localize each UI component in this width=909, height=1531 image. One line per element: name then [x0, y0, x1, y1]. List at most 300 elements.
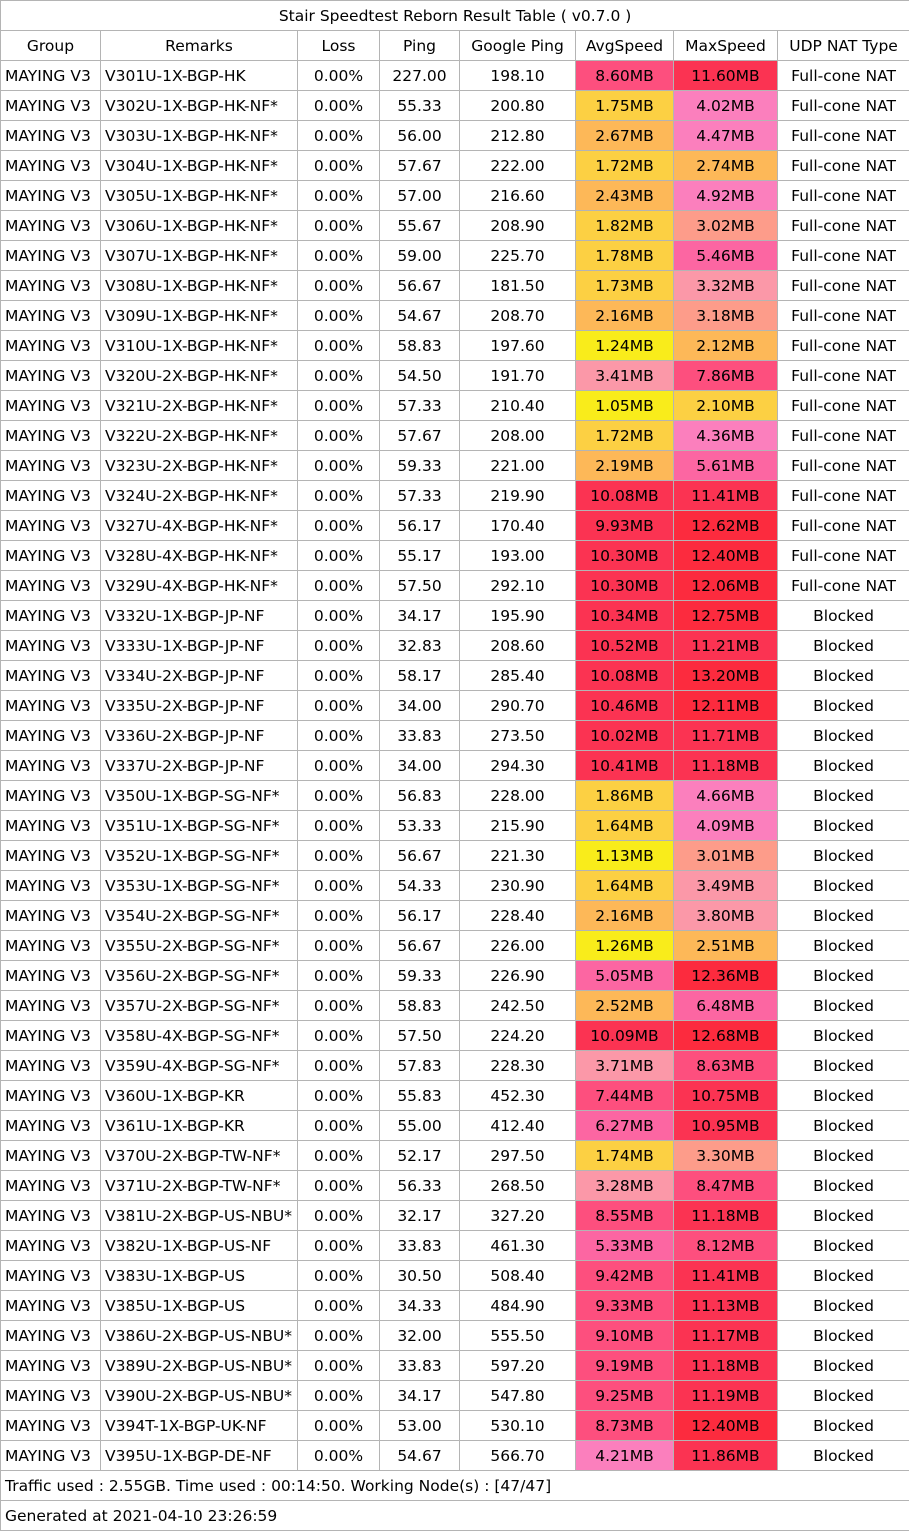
cell-avg-speed: 9.93MB: [576, 511, 674, 541]
cell-google-ping: 221.00: [460, 451, 576, 481]
cell-google-ping: 484.90: [460, 1291, 576, 1321]
cell-remarks: V371U-2X-BGP-TW-NF*: [101, 1171, 298, 1201]
cell-loss: 0.00%: [298, 1411, 380, 1441]
cell-avg-speed: 2.43MB: [576, 181, 674, 211]
cell-udp-nat-type: Full-cone NAT: [778, 511, 909, 541]
cell-loss: 0.00%: [298, 1231, 380, 1261]
cell-loss: 0.00%: [298, 91, 380, 121]
cell-loss: 0.00%: [298, 181, 380, 211]
cell-group: MAYING V3: [1, 1201, 101, 1231]
cell-group: MAYING V3: [1, 1171, 101, 1201]
table-row: [1, 481, 909, 511]
cell-udp-nat-type: Blocked: [778, 1081, 909, 1111]
cell-loss: 0.00%: [298, 961, 380, 991]
cell-remarks: V381U-2X-BGP-US-NBU*: [101, 1201, 298, 1231]
table-row: [1, 1171, 909, 1201]
cell-avg-speed: 3.71MB: [576, 1051, 674, 1081]
cell-max-speed: 12.68MB: [674, 1021, 778, 1051]
cell-max-speed: 11.19MB: [674, 1381, 778, 1411]
cell-group: MAYING V3: [1, 361, 101, 391]
table-row: [1, 541, 909, 571]
cell-group: MAYING V3: [1, 901, 101, 931]
cell-max-speed: 10.75MB: [674, 1081, 778, 1111]
cell-ping: 56.17: [380, 511, 460, 541]
cell-group: MAYING V3: [1, 511, 101, 541]
table-row: [1, 181, 909, 211]
cell-group: MAYING V3: [1, 1051, 101, 1081]
cell-loss: 0.00%: [298, 331, 380, 361]
cell-avg-speed: 10.46MB: [576, 691, 674, 721]
table-row: [1, 751, 909, 781]
cell-remarks: V324U-2X-BGP-HK-NF*: [101, 481, 298, 511]
cell-group: MAYING V3: [1, 211, 101, 241]
cell-ping: 54.67: [380, 1441, 460, 1471]
column-header-max-speed: MaxSpeed: [674, 31, 778, 61]
cell-avg-speed: 6.27MB: [576, 1111, 674, 1141]
cell-remarks: V360U-1X-BGP-KR: [101, 1081, 298, 1111]
cell-avg-speed: 2.52MB: [576, 991, 674, 1021]
cell-ping: 53.00: [380, 1411, 460, 1441]
cell-group: MAYING V3: [1, 541, 101, 571]
cell-google-ping: 226.90: [460, 961, 576, 991]
cell-remarks: V334U-2X-BGP-JP-NF: [101, 661, 298, 691]
cell-remarks: V361U-1X-BGP-KR: [101, 1111, 298, 1141]
cell-avg-speed: 8.60MB: [576, 61, 674, 91]
cell-group: MAYING V3: [1, 571, 101, 601]
cell-max-speed: 2.12MB: [674, 331, 778, 361]
cell-loss: 0.00%: [298, 1111, 380, 1141]
cell-loss: 0.00%: [298, 1381, 380, 1411]
cell-max-speed: 3.30MB: [674, 1141, 778, 1171]
table-row: [1, 61, 909, 91]
cell-ping: 55.00: [380, 1111, 460, 1141]
cell-google-ping: 222.00: [460, 151, 576, 181]
cell-udp-nat-type: Full-cone NAT: [778, 481, 909, 511]
cell-remarks: V394T-1X-BGP-UK-NF: [101, 1411, 298, 1441]
cell-loss: 0.00%: [298, 1051, 380, 1081]
cell-max-speed: 3.32MB: [674, 271, 778, 301]
table-row: [1, 661, 909, 691]
cell-udp-nat-type: Blocked: [778, 721, 909, 751]
cell-google-ping: 242.50: [460, 991, 576, 1021]
cell-udp-nat-type: Full-cone NAT: [778, 241, 909, 271]
cell-udp-nat-type: Blocked: [778, 1231, 909, 1261]
cell-ping: 57.33: [380, 481, 460, 511]
cell-max-speed: 11.60MB: [674, 61, 778, 91]
cell-group: MAYING V3: [1, 871, 101, 901]
table-row: [1, 1261, 909, 1291]
cell-avg-speed: 9.10MB: [576, 1321, 674, 1351]
cell-remarks: V305U-1X-BGP-HK-NF*: [101, 181, 298, 211]
cell-max-speed: 3.18MB: [674, 301, 778, 331]
cell-udp-nat-type: Full-cone NAT: [778, 181, 909, 211]
cell-loss: 0.00%: [298, 481, 380, 511]
cell-google-ping: 208.00: [460, 421, 576, 451]
cell-ping: 57.33: [380, 391, 460, 421]
cell-ping: 58.83: [380, 991, 460, 1021]
cell-udp-nat-type: Blocked: [778, 1051, 909, 1081]
cell-avg-speed: 10.09MB: [576, 1021, 674, 1051]
table-title: Stair Speedtest Reborn Result Table ( v0.7.0 ): [1, 1, 909, 31]
table-row: [1, 121, 909, 151]
cell-max-speed: 12.75MB: [674, 601, 778, 631]
cell-loss: 0.00%: [298, 991, 380, 1021]
cell-udp-nat-type: Full-cone NAT: [778, 451, 909, 481]
cell-avg-speed: 10.30MB: [576, 571, 674, 601]
cell-google-ping: 508.40: [460, 1261, 576, 1291]
table-row: [1, 721, 909, 751]
cell-loss: 0.00%: [298, 631, 380, 661]
cell-loss: 0.00%: [298, 1351, 380, 1381]
cell-avg-speed: 2.16MB: [576, 301, 674, 331]
cell-group: MAYING V3: [1, 181, 101, 211]
cell-group: MAYING V3: [1, 91, 101, 121]
cell-max-speed: 2.74MB: [674, 151, 778, 181]
cell-loss: 0.00%: [298, 571, 380, 601]
cell-remarks: V303U-1X-BGP-HK-NF*: [101, 121, 298, 151]
cell-max-speed: 2.10MB: [674, 391, 778, 421]
table-row: [1, 1231, 909, 1261]
cell-max-speed: 2.51MB: [674, 931, 778, 961]
cell-avg-speed: 2.16MB: [576, 901, 674, 931]
cell-google-ping: 228.40: [460, 901, 576, 931]
cell-avg-speed: 1.64MB: [576, 871, 674, 901]
cell-udp-nat-type: Full-cone NAT: [778, 541, 909, 571]
cell-max-speed: 12.11MB: [674, 691, 778, 721]
cell-udp-nat-type: Full-cone NAT: [778, 271, 909, 301]
cell-avg-speed: 10.08MB: [576, 661, 674, 691]
cell-avg-speed: 9.25MB: [576, 1381, 674, 1411]
cell-ping: 34.00: [380, 751, 460, 781]
cell-loss: 0.00%: [298, 1261, 380, 1291]
cell-avg-speed: 1.86MB: [576, 781, 674, 811]
cell-remarks: V353U-1X-BGP-SG-NF*: [101, 871, 298, 901]
cell-max-speed: 11.13MB: [674, 1291, 778, 1321]
cell-google-ping: 228.30: [460, 1051, 576, 1081]
table-row: [1, 211, 909, 241]
cell-loss: 0.00%: [298, 721, 380, 751]
cell-group: MAYING V3: [1, 1141, 101, 1171]
table-row: [1, 1351, 909, 1381]
cell-google-ping: 555.50: [460, 1321, 576, 1351]
cell-loss: 0.00%: [298, 931, 380, 961]
cell-google-ping: 547.80: [460, 1381, 576, 1411]
cell-udp-nat-type: Blocked: [778, 901, 909, 931]
cell-udp-nat-type: Blocked: [778, 1171, 909, 1201]
cell-group: MAYING V3: [1, 781, 101, 811]
cell-google-ping: 219.90: [460, 481, 576, 511]
cell-ping: 57.67: [380, 151, 460, 181]
cell-google-ping: 297.50: [460, 1141, 576, 1171]
cell-group: MAYING V3: [1, 391, 101, 421]
cell-google-ping: 215.90: [460, 811, 576, 841]
cell-udp-nat-type: Blocked: [778, 931, 909, 961]
cell-udp-nat-type: Blocked: [778, 811, 909, 841]
cell-remarks: V359U-4X-BGP-SG-NF*: [101, 1051, 298, 1081]
cell-google-ping: 225.70: [460, 241, 576, 271]
cell-group: MAYING V3: [1, 331, 101, 361]
cell-remarks: V390U-2X-BGP-US-NBU*: [101, 1381, 298, 1411]
cell-avg-speed: 10.30MB: [576, 541, 674, 571]
cell-ping: 55.33: [380, 91, 460, 121]
cell-google-ping: 197.60: [460, 331, 576, 361]
cell-group: MAYING V3: [1, 1411, 101, 1441]
table-row: [1, 841, 909, 871]
cell-group: MAYING V3: [1, 1351, 101, 1381]
table-row: [1, 301, 909, 331]
cell-loss: 0.00%: [298, 811, 380, 841]
cell-avg-speed: 1.74MB: [576, 1141, 674, 1171]
cell-avg-speed: 1.72MB: [576, 151, 674, 181]
cell-remarks: V389U-2X-BGP-US-NBU*: [101, 1351, 298, 1381]
cell-avg-speed: 1.78MB: [576, 241, 674, 271]
cell-group: MAYING V3: [1, 61, 101, 91]
cell-max-speed: 4.36MB: [674, 421, 778, 451]
cell-udp-nat-type: Blocked: [778, 1411, 909, 1441]
cell-google-ping: 327.20: [460, 1201, 576, 1231]
header-row: [1, 31, 909, 61]
cell-google-ping: 200.80: [460, 91, 576, 121]
cell-avg-speed: 10.52MB: [576, 631, 674, 661]
cell-avg-speed: 5.05MB: [576, 961, 674, 991]
cell-max-speed: 3.01MB: [674, 841, 778, 871]
cell-group: MAYING V3: [1, 481, 101, 511]
cell-google-ping: 530.10: [460, 1411, 576, 1441]
cell-google-ping: 290.70: [460, 691, 576, 721]
cell-max-speed: 5.46MB: [674, 241, 778, 271]
cell-ping: 56.67: [380, 841, 460, 871]
cell-remarks: V335U-2X-BGP-JP-NF: [101, 691, 298, 721]
cell-max-speed: 11.41MB: [674, 1261, 778, 1291]
cell-avg-speed: 2.19MB: [576, 451, 674, 481]
cell-remarks: V385U-1X-BGP-US: [101, 1291, 298, 1321]
cell-loss: 0.00%: [298, 1021, 380, 1051]
cell-google-ping: 226.00: [460, 931, 576, 961]
cell-remarks: V322U-2X-BGP-HK-NF*: [101, 421, 298, 451]
cell-remarks: V337U-2X-BGP-JP-NF: [101, 751, 298, 781]
cell-max-speed: 12.36MB: [674, 961, 778, 991]
cell-remarks: V329U-4X-BGP-HK-NF*: [101, 571, 298, 601]
cell-group: MAYING V3: [1, 421, 101, 451]
cell-google-ping: 292.10: [460, 571, 576, 601]
table-row: [1, 781, 909, 811]
cell-group: MAYING V3: [1, 661, 101, 691]
table-row: [1, 241, 909, 271]
cell-udp-nat-type: Blocked: [778, 601, 909, 631]
cell-group: MAYING V3: [1, 1111, 101, 1141]
cell-avg-speed: 10.41MB: [576, 751, 674, 781]
cell-udp-nat-type: Blocked: [778, 1321, 909, 1351]
cell-udp-nat-type: Blocked: [778, 991, 909, 1021]
cell-group: MAYING V3: [1, 1081, 101, 1111]
cell-udp-nat-type: Blocked: [778, 661, 909, 691]
cell-remarks: V356U-2X-BGP-SG-NF*: [101, 961, 298, 991]
cell-google-ping: 208.90: [460, 211, 576, 241]
cell-udp-nat-type: Blocked: [778, 1291, 909, 1321]
column-header-ping: Ping: [380, 31, 460, 61]
cell-remarks: V350U-1X-BGP-SG-NF*: [101, 781, 298, 811]
cell-group: MAYING V3: [1, 961, 101, 991]
cell-group: MAYING V3: [1, 121, 101, 151]
cell-loss: 0.00%: [298, 211, 380, 241]
cell-udp-nat-type: Blocked: [778, 781, 909, 811]
cell-group: MAYING V3: [1, 241, 101, 271]
cell-udp-nat-type: Full-cone NAT: [778, 361, 909, 391]
cell-avg-speed: 9.33MB: [576, 1291, 674, 1321]
cell-google-ping: 285.40: [460, 661, 576, 691]
cell-udp-nat-type: Blocked: [778, 1351, 909, 1381]
cell-remarks: V336U-2X-BGP-JP-NF: [101, 721, 298, 751]
cell-max-speed: 11.71MB: [674, 721, 778, 751]
traffic-summary: Traffic used : 2.55GB. Time used : 00:14:50. Working Node(s) : [47/47]: [1, 1471, 909, 1501]
cell-ping: 56.00: [380, 121, 460, 151]
cell-max-speed: 8.63MB: [674, 1051, 778, 1081]
cell-avg-speed: 1.72MB: [576, 421, 674, 451]
cell-udp-nat-type: Full-cone NAT: [778, 421, 909, 451]
cell-udp-nat-type: Blocked: [778, 751, 909, 781]
cell-group: MAYING V3: [1, 451, 101, 481]
column-header-loss: Loss: [298, 31, 380, 61]
cell-remarks: V327U-4X-BGP-HK-NF*: [101, 511, 298, 541]
cell-loss: 0.00%: [298, 121, 380, 151]
table-row: [1, 571, 909, 601]
cell-group: MAYING V3: [1, 721, 101, 751]
cell-remarks: V351U-1X-BGP-SG-NF*: [101, 811, 298, 841]
cell-avg-speed: 8.55MB: [576, 1201, 674, 1231]
cell-avg-speed: 1.73MB: [576, 271, 674, 301]
cell-loss: 0.00%: [298, 511, 380, 541]
cell-loss: 0.00%: [298, 661, 380, 691]
table-row: [1, 421, 909, 451]
cell-ping: 59.33: [380, 451, 460, 481]
cell-loss: 0.00%: [298, 871, 380, 901]
cell-max-speed: 11.41MB: [674, 481, 778, 511]
cell-max-speed: 4.66MB: [674, 781, 778, 811]
cell-loss: 0.00%: [298, 1141, 380, 1171]
cell-google-ping: 181.50: [460, 271, 576, 301]
cell-avg-speed: 9.42MB: [576, 1261, 674, 1291]
cell-udp-nat-type: Full-cone NAT: [778, 391, 909, 421]
cell-loss: 0.00%: [298, 241, 380, 271]
cell-max-speed: 11.86MB: [674, 1441, 778, 1471]
cell-ping: 32.83: [380, 631, 460, 661]
cell-max-speed: 11.18MB: [674, 751, 778, 781]
cell-group: MAYING V3: [1, 151, 101, 181]
cell-loss: 0.00%: [298, 601, 380, 631]
cell-remarks: V386U-2X-BGP-US-NBU*: [101, 1321, 298, 1351]
cell-ping: 52.17: [380, 1141, 460, 1171]
cell-udp-nat-type: Full-cone NAT: [778, 331, 909, 361]
cell-ping: 34.00: [380, 691, 460, 721]
cell-google-ping: 208.60: [460, 631, 576, 661]
cell-google-ping: 268.50: [460, 1171, 576, 1201]
cell-avg-speed: 1.82MB: [576, 211, 674, 241]
table-row: [1, 91, 909, 121]
table-row: [1, 511, 909, 541]
cell-ping: 33.83: [380, 721, 460, 751]
cell-avg-speed: 1.75MB: [576, 91, 674, 121]
cell-remarks: V357U-2X-BGP-SG-NF*: [101, 991, 298, 1021]
cell-google-ping: 193.00: [460, 541, 576, 571]
cell-udp-nat-type: Blocked: [778, 841, 909, 871]
cell-remarks: V323U-2X-BGP-HK-NF*: [101, 451, 298, 481]
cell-group: MAYING V3: [1, 271, 101, 301]
cell-avg-speed: 9.19MB: [576, 1351, 674, 1381]
cell-ping: 56.67: [380, 271, 460, 301]
cell-udp-nat-type: Full-cone NAT: [778, 151, 909, 181]
cell-remarks: V355U-2X-BGP-SG-NF*: [101, 931, 298, 961]
cell-udp-nat-type: Blocked: [778, 691, 909, 721]
cell-remarks: V358U-4X-BGP-SG-NF*: [101, 1021, 298, 1051]
cell-remarks: V332U-1X-BGP-JP-NF: [101, 601, 298, 631]
cell-max-speed: 3.80MB: [674, 901, 778, 931]
cell-avg-speed: 1.64MB: [576, 811, 674, 841]
column-header-remarks: Remarks: [101, 31, 298, 61]
cell-udp-nat-type: Blocked: [778, 1021, 909, 1051]
cell-google-ping: 208.70: [460, 301, 576, 331]
cell-loss: 0.00%: [298, 301, 380, 331]
cell-ping: 58.17: [380, 661, 460, 691]
table-row: [1, 601, 909, 631]
cell-max-speed: 11.21MB: [674, 631, 778, 661]
cell-remarks: V383U-1X-BGP-US: [101, 1261, 298, 1291]
cell-remarks: V304U-1X-BGP-HK-NF*: [101, 151, 298, 181]
cell-udp-nat-type: Blocked: [778, 961, 909, 991]
cell-loss: 0.00%: [298, 1441, 380, 1471]
cell-loss: 0.00%: [298, 271, 380, 301]
cell-udp-nat-type: Full-cone NAT: [778, 121, 909, 151]
cell-max-speed: 8.47MB: [674, 1171, 778, 1201]
cell-max-speed: 4.02MB: [674, 91, 778, 121]
table-row: [1, 451, 909, 481]
cell-avg-speed: 7.44MB: [576, 1081, 674, 1111]
cell-remarks: V307U-1X-BGP-HK-NF*: [101, 241, 298, 271]
cell-udp-nat-type: Blocked: [778, 1111, 909, 1141]
cell-loss: 0.00%: [298, 1081, 380, 1111]
cell-loss: 0.00%: [298, 391, 380, 421]
table-row: [1, 1321, 909, 1351]
column-header-udp-nat-type: UDP NAT Type: [778, 31, 909, 61]
cell-max-speed: 3.49MB: [674, 871, 778, 901]
column-header-avg-speed: AvgSpeed: [576, 31, 674, 61]
cell-avg-speed: 8.73MB: [576, 1411, 674, 1441]
cell-udp-nat-type: Blocked: [778, 1201, 909, 1231]
cell-remarks: V354U-2X-BGP-SG-NF*: [101, 901, 298, 931]
cell-avg-speed: 1.24MB: [576, 331, 674, 361]
cell-remarks: V333U-1X-BGP-JP-NF: [101, 631, 298, 661]
cell-avg-speed: 3.41MB: [576, 361, 674, 391]
cell-remarks: V321U-2X-BGP-HK-NF*: [101, 391, 298, 421]
cell-google-ping: 294.30: [460, 751, 576, 781]
cell-avg-speed: 1.13MB: [576, 841, 674, 871]
cell-loss: 0.00%: [298, 361, 380, 391]
cell-loss: 0.00%: [298, 421, 380, 451]
cell-max-speed: 4.09MB: [674, 811, 778, 841]
cell-group: MAYING V3: [1, 991, 101, 1021]
table-row: [1, 691, 909, 721]
cell-google-ping: 461.30: [460, 1231, 576, 1261]
cell-ping: 59.00: [380, 241, 460, 271]
cell-ping: 34.17: [380, 601, 460, 631]
cell-ping: 55.67: [380, 211, 460, 241]
cell-max-speed: 4.47MB: [674, 121, 778, 151]
cell-loss: 0.00%: [298, 751, 380, 781]
cell-max-speed: 12.06MB: [674, 571, 778, 601]
cell-google-ping: 224.20: [460, 1021, 576, 1051]
cell-avg-speed: 4.21MB: [576, 1441, 674, 1471]
cell-max-speed: 8.12MB: [674, 1231, 778, 1261]
cell-avg-speed: 1.05MB: [576, 391, 674, 421]
